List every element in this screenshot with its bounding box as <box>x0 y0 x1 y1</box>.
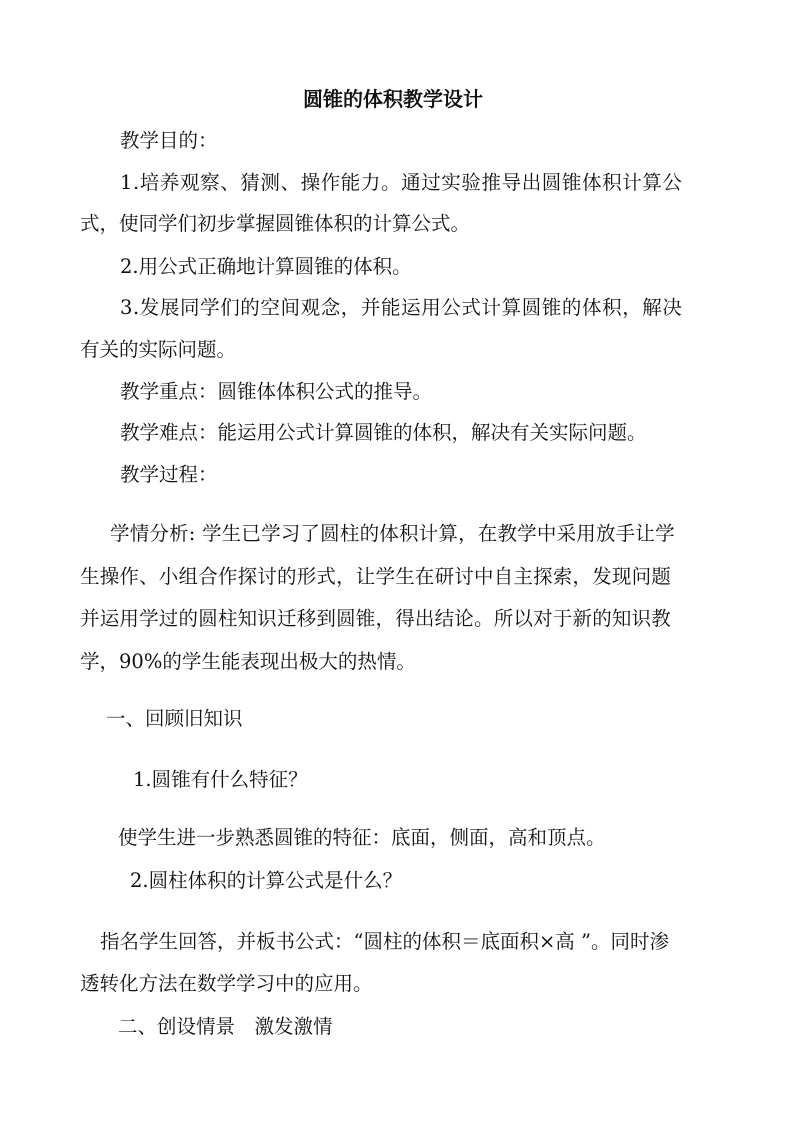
answer-2-line-1: 指名学生回答，并板书公式：“圆柱的体积＝底面积×高 ”。同时渗 <box>100 930 669 953</box>
analysis-line-1: 学情分析: 学生已学习了圆柱的体积计算，在教学中采用放手让学 <box>110 522 675 545</box>
objective-1-line-1: 1.培养观察、猜测、操作能力。通过实验推导出圆锥体积计算公 <box>120 171 683 194</box>
answer-2-line-2: 透转化方法在数学学习中的应用。 <box>80 972 373 995</box>
answer-1: 使学生进一步熟悉圆锥的特征：底面，侧面，高和顶点。 <box>118 826 606 849</box>
document-title: 圆锥的体积教学设计 <box>303 87 483 111</box>
section-2-heading: 二、创设情景 激发激情 <box>118 1015 333 1038</box>
analysis-line-3: 并运用学过的圆柱知识迁移到圆锥，得出结论。所以对于新的知识教 <box>80 607 672 630</box>
question-1: 1.圆锥有什么特征？ <box>133 768 308 791</box>
difficult-point: 教学难点：能运用公式计算圆锥的体积，解决有关实际问题。 <box>120 421 647 444</box>
analysis-line-4: 学，90%的学生能表现出极大的热情。 <box>80 650 416 673</box>
question-2: 2.圆柱体积的计算公式是什么？ <box>130 869 403 892</box>
objectives-heading: 教学目的： <box>120 129 218 152</box>
objective-1-line-2: 式，使同学们初步掌握圆锥体积的计算公式。 <box>80 212 471 235</box>
objective-3-line-1: 3.发展同学们的空间观念，并能运用公式计算圆锥的体积，解决 <box>120 296 683 319</box>
process-heading: 教学过程： <box>120 463 218 486</box>
objective-2: 2.用公式正确地计算圆锥的体积。 <box>120 255 412 278</box>
key-point: 教学重点：圆锥体体积公式的推导。 <box>120 380 433 403</box>
analysis-line-2: 生操作、小组合作探讨的形式，让学生在研讨中自主探索，发现问题 <box>80 565 672 588</box>
objective-3-line-2: 有关的实际问题。 <box>80 338 237 361</box>
section-1-heading: 一、回顾旧知识 <box>106 707 243 730</box>
